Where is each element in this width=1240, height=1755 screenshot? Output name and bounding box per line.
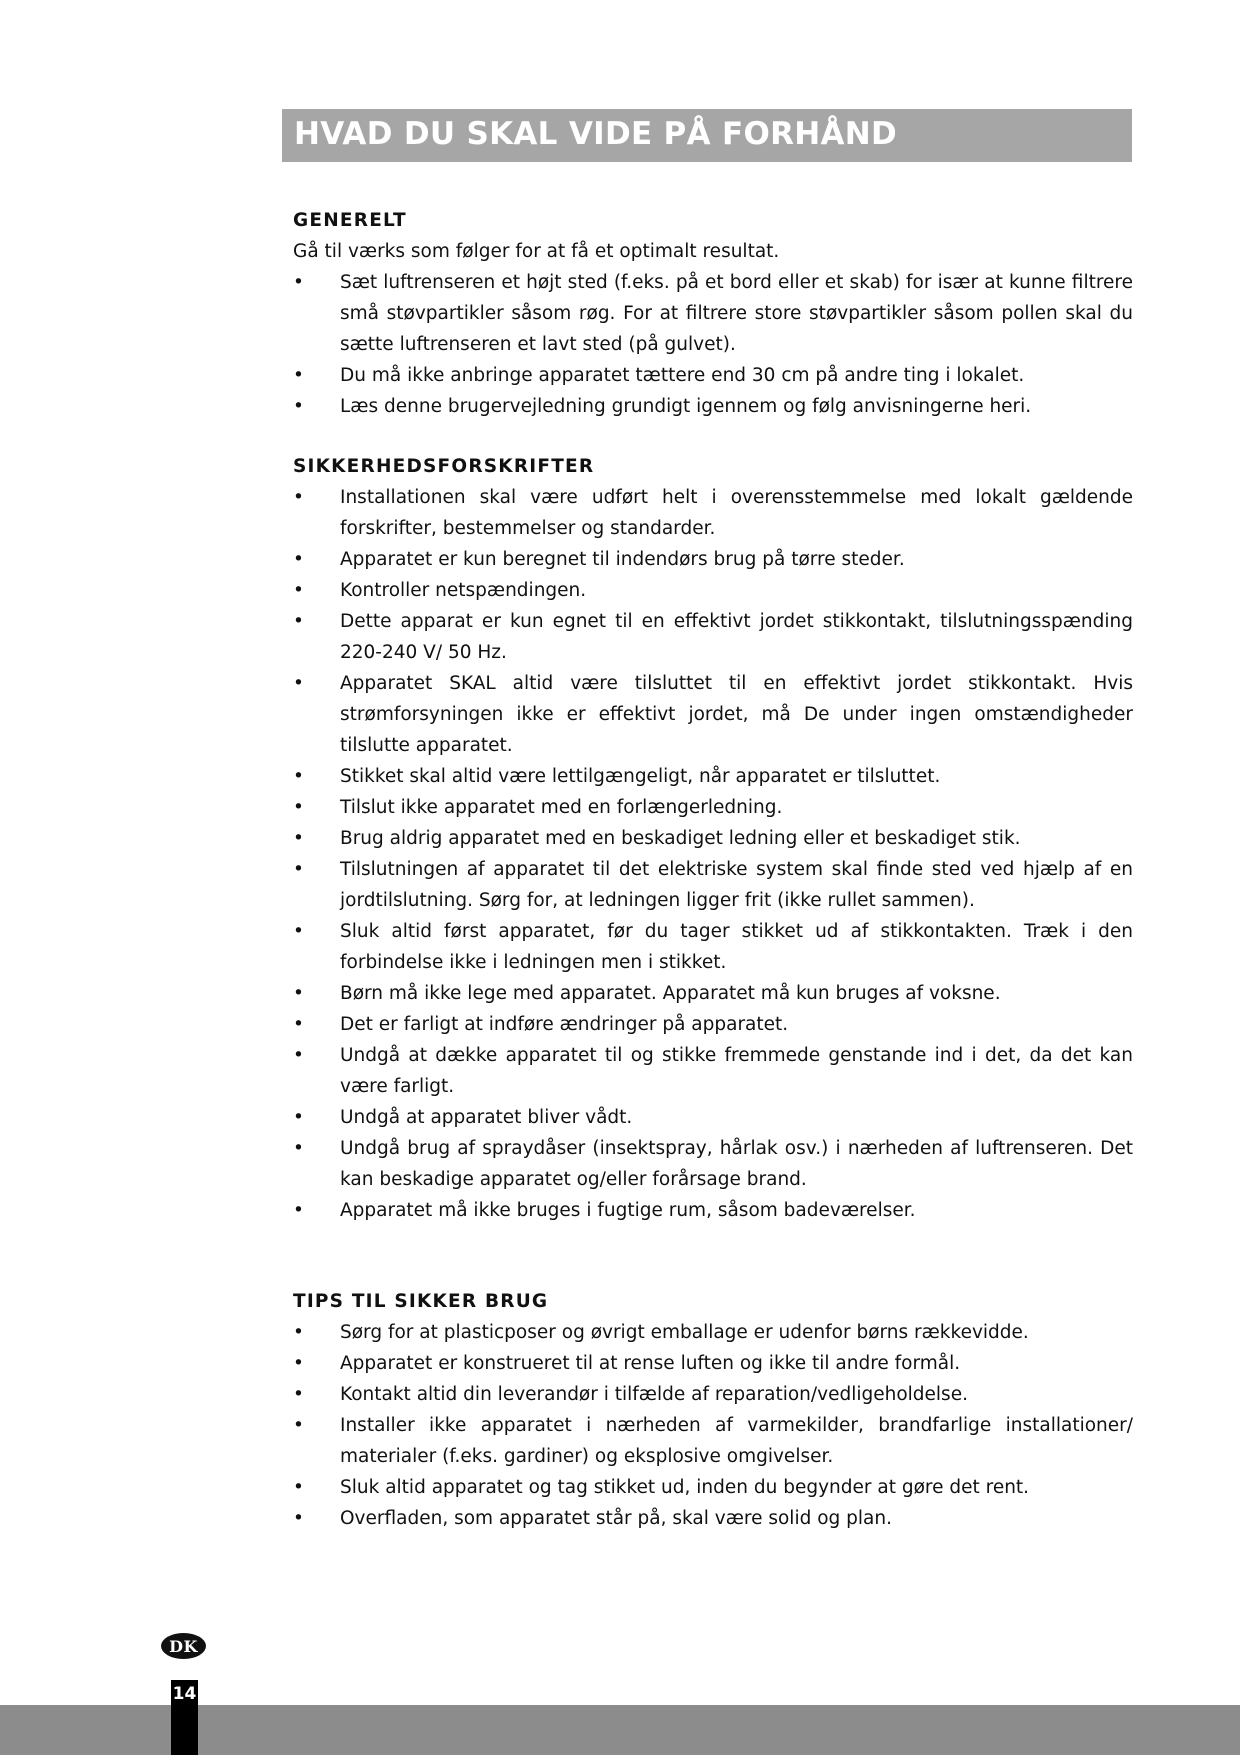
list-item: • Du må ikke anbringe apparatet tættere end 30 cm på andre ting i lokalet. [293,360,1133,391]
list-item: • Tilslut ikke apparatet med en forlængerledning. [293,792,1133,823]
tips-list [293,1317,1133,1534]
language-badge: DK [161,1633,206,1659]
list-item: • Overfladen, som apparatet står på, skal være solid og plan. [293,1503,1133,1534]
page-title: HVAD DU SKAL VIDE PÅ FORHÅND [294,116,898,152]
title-bar [282,109,1132,162]
list-item: • Kontroller netspændingen. [293,575,1133,606]
section-heading-safety: SIKKERHEDSFORSKRIFTER [293,456,595,477]
general-intro: Gå til værks som følger for at få et optimalt resultat. [293,241,780,262]
list-item: • Sørg for at plasticposer og øvrigt emballage er udenfor børns rækkevidde. [293,1317,1133,1348]
list-item: • Dette apparat er kun egnet til en effektivt jordet stikkontakt, tilslutningsspænding 220-240 V/ 50 Hz. [293,606,1133,668]
list-item: • Undgå at apparatet bliver vådt. [293,1102,1133,1133]
list-item: • Apparatet SKAL altid være tilsluttet til en effektivt jordet stikkontakt. Hvis strømforsyningen ikke er effektivt jordet, må De under ingen omstændigheder tilslutte apparatet. [293,668,1133,761]
safety-list [293,482,1133,1226]
section-heading-tips: TIPS TIL SIKKER BRUG [293,1291,549,1312]
list-item: • Læs denne brugervejledning grundigt igennem og følg anvisningerne heri. [293,391,1133,422]
list-item: • Sluk altid først apparatet, før du tager stikket ud af stikkontakten. Træk i den forbindelse ikke i ledningen men i stikket. [293,916,1133,978]
content [293,205,1133,1534]
list-item: • Tilslutningen af apparatet til det elektriske system skal finde sted ved hjælp af en jordtilslutning. Sørg for, at ledningen ligger frit (ikke rullet sammen). [293,854,1133,916]
list-item: • Installer ikke apparatet i nærheden af varmekilder, brandfarlige installationer/ materialer (f.eks. gardiner) og eksplosive omgivelser. [293,1410,1133,1472]
list-item: • Sæt luftrenseren et højt sted (f.eks. på et bord eller et skab) for især at kunne filtrere små støvpartikler såsom røg. For at filtrere store støvpartikler såsom pollen skal du sætte luftrenseren et lavt sted (på gulvet). [293,267,1133,360]
page-tab [171,1680,198,1755]
list-item: • Installationen skal være udført helt i overensstemmelse med lokalt gældende forskrifter, bestemmelser og standarder. [293,482,1133,544]
list-item: • Børn må ikke lege med apparatet. Apparatet må kun bruges af voksne. [293,978,1133,1009]
list-item: • Sluk altid apparatet og tag stikket ud, inden du begynder at gøre det rent. [293,1472,1133,1503]
list-item: • Brug aldrig apparatet med en beskadiget ledning eller et beskadiget stik. [293,823,1133,854]
list-item: • Undgå at dække apparatet til og stikke fremmede genstande ind i det, da det kan være farligt. [293,1040,1133,1102]
list-item: • Apparatet er konstrueret til at rense luften og ikke til andre formål. [293,1348,1133,1379]
list-item: • Stikket skal altid være lettilgængeligt, når apparatet er tilsluttet. [293,761,1133,792]
list-item: • Det er farligt at indføre ændringer på apparatet. [293,1009,1133,1040]
list-item: • Kontakt altid din leverandør i tilfælde af reparation/vedligeholdelse. [293,1379,1133,1410]
list-item: • Undgå brug af spraydåser (insektspray, hårlak osv.) i nærheden af luftrenseren. Det kan beskadige apparatet og/eller forårsage brand. [293,1133,1133,1195]
list-item: • Apparatet må ikke bruges i fugtige rum, såsom badeværelser. [293,1195,1133,1226]
page-number: 14 [172,1684,197,1704]
section-heading-general: GENERELT [293,210,407,231]
general-list [293,267,1133,422]
list-item: • Apparatet er kun beregnet til indendørs brug på tørre steder. [293,544,1133,575]
